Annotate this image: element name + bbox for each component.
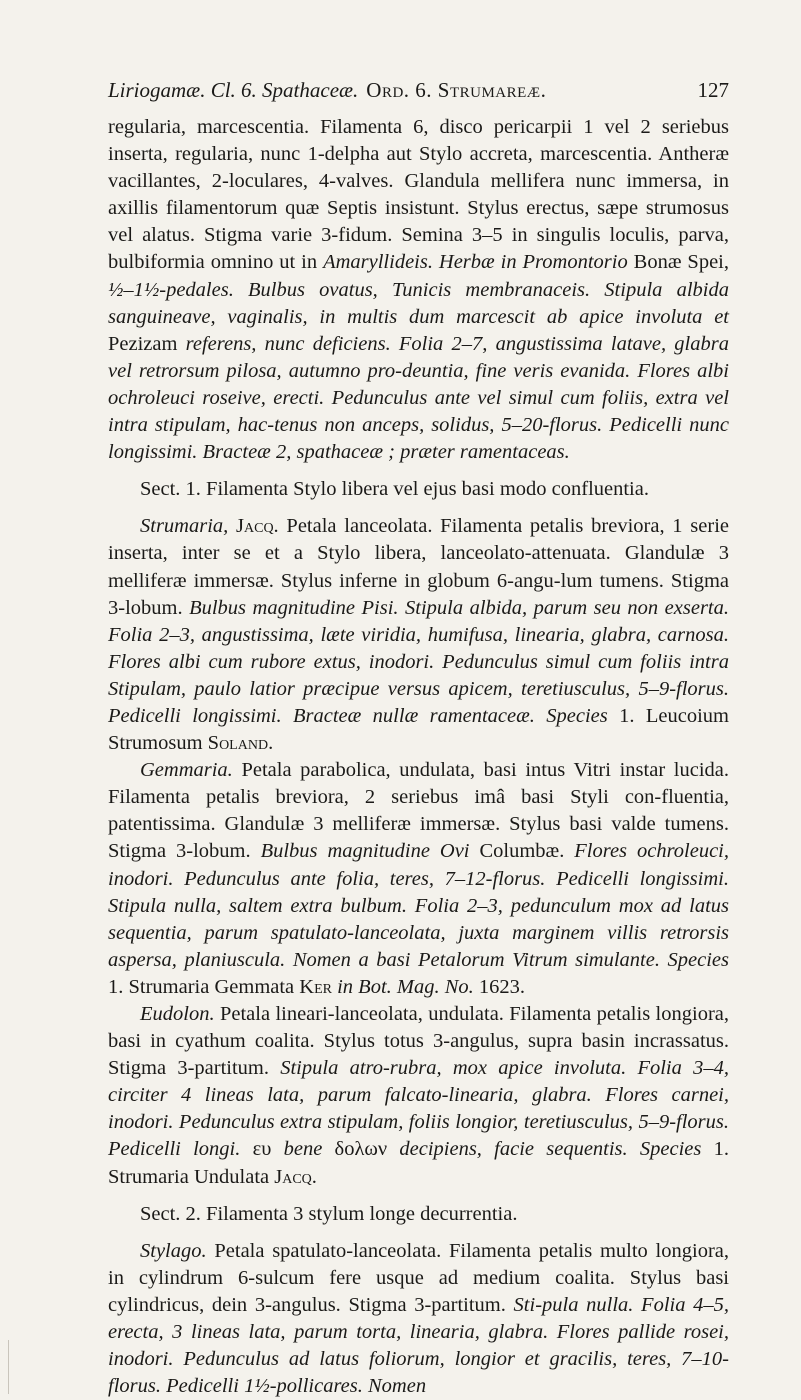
genus-eudolon: Eudolon. bbox=[140, 1003, 215, 1025]
paragraph-order-description: regularia, marcescentia. Filamenta 6, disco pericarpii 1 vel 2 seriebus inserta, regularia, nunc 1-delpha aut Stylo accreta, marcescentia. Antheræ vacillantes, 2-loculares, 4-valves. Glandula mellifera nunc immersa, in axillis filamentorum quæ Septis insistunt. Stylus erectus, sæpe strumosus vel alatus. Stigma varie 3-fidum. Semina 3–5 in singulis loculis, parva, bulbiformia omnino ut in Amaryllideis. Herbæ in Promontorio Bonæ Spei, ½–1½-pedales. Bulbus ovatus, Tunicis membranaceis. Stipula albida sanguineave, vaginalis, in multis dum marcescit ab apice involuta et Pezizam referens, nunc deficiens. Folia 2–7, angustissima latave, glabra vel retrorsum pilosa, autumno pro-deuntia, fine veris evanida. Flores albi ochroleuci roseive, erecti. Pedunculus ante vel simul cum foliis, extra vel intra stipulam, hac-tenus non anceps, solidus, 5–20-florus. Pedicelli nunc longissimi. Bracteæ 2, spathaceæ ; præter ramentaceas. bbox=[108, 116, 729, 464]
body-text bbox=[108, 114, 729, 1400]
running-head-order: Ord. 6. Strumareæ. bbox=[366, 78, 547, 102]
running-head-class: Liriogamæ. Cl. 6. Spathaceæ. bbox=[108, 78, 359, 102]
running-head-left bbox=[108, 72, 546, 108]
section-heading-2: Sect. 2. Filamenta 3 stylum longe decurrentia. bbox=[140, 1202, 518, 1225]
gutter-shadow-line bbox=[8, 1340, 9, 1394]
genus-stylago: Stylago. bbox=[140, 1239, 207, 1262]
paragraph-eudolon: Eudolon. Petala lineari-lanceolata, undulata. Filamenta petalis longiora, basi in cyathum coalita. Stylus totus 3-angulus, supra basin incrassatus. Stigma 3-partitum. Stipula atro-rubra, mox apice involuta. Folia 3–4, circiter 4 lineas lata, parum falcato-linearia, glabra. Flores carnei, inodori. Pedunculus extra stipulam, foliis longior, teretiusculus, 5–9-florus. Pedicelli longi. ευ bene δολων decipiens, facie sequentis. Species 1. Strumaria Undulata Jacq. bbox=[108, 1003, 729, 1188]
paragraph-gemmaria: Gemmaria. Petala parabolica, undulata, basi intus Vitri instar lucida. Filamenta petalis breviora, 2 seriebus imâ basi Styli con-fluentia, patentissima. Glandulæ 3 melliferæ immersæ. Stylus basi valde tumens. Stigma 3-lobum. Bulbus magnitudine Ovi Columbæ. Flores ochroleuci, inodori. Pedunculus ante folia, teres, 7–12-florus. Pedicelli longissimi. Stipula nulla, saltem extra bulbum. Folia 2–3, pedunculum mox ad latus sequentia, parum spatulato-lanceolata, juxta marginem villis retrorsis aspersa, planiuscula. Nomen a basi Petalorum Vitrum simulante. Species 1. Strumaria Gemmata Ker in Bot. Mag. No. 1623. bbox=[108, 759, 729, 998]
genus-strumaria: Strumaria, bbox=[140, 515, 237, 538]
genus-gemmaria: Gemmaria. bbox=[140, 759, 233, 782]
paragraph-stylago: Stylago. Petala spatulato-lanceolata. Filamenta petalis multo longiora, in cylindrum 6-sulcum fere usque ad medium coalita. Stylus basi cylindricus, dein 3-angulus. Stigma 3-partitum. Sti-pula nulla. Folia 4–5, erecta, 3 lineas lata, parum torta, linearia, glabra. Flores pallide rosei, inodori. Pedunculus ad latus foliorum, longior et gracilis, teres, 7–10-florus. Pedicelli 1½-pollicares. Nomen bbox=[108, 1239, 730, 1398]
section-heading-1: Sect. 1. Filamenta Stylo libera vel ejus basi modo confluentia. bbox=[140, 478, 649, 501]
page-number: 127 bbox=[697, 78, 729, 102]
running-head bbox=[108, 72, 729, 108]
paragraph-strumaria: Strumaria, Jacq. Petala lanceolata. Filamenta petalis breviora, 1 serie inserta, inter se et a Stylo libera, lanceolato-attenuata. Glandulæ 3 melliferæ immersæ. Stylus inferne in globum 6-angu-lum tumens. Stigma 3-lobum. Bulbus magnitudine Pisi. Stipula albida, parum seu non exserta. Folia 2–3, angustissima, læte viridia, humifusa, linearia, glabra, carnosa. Flores albi cum rubore extus, inodori. Pedunculus simul cum foliis intra Stipulam, paulo latior præcipue versus apicem, teretiusculus, 5–9-florus. Pedicelli longissimi. Bracteæ nullæ ramentaceæ. Species 1. Leucoium Strumosum Soland. bbox=[108, 515, 729, 755]
